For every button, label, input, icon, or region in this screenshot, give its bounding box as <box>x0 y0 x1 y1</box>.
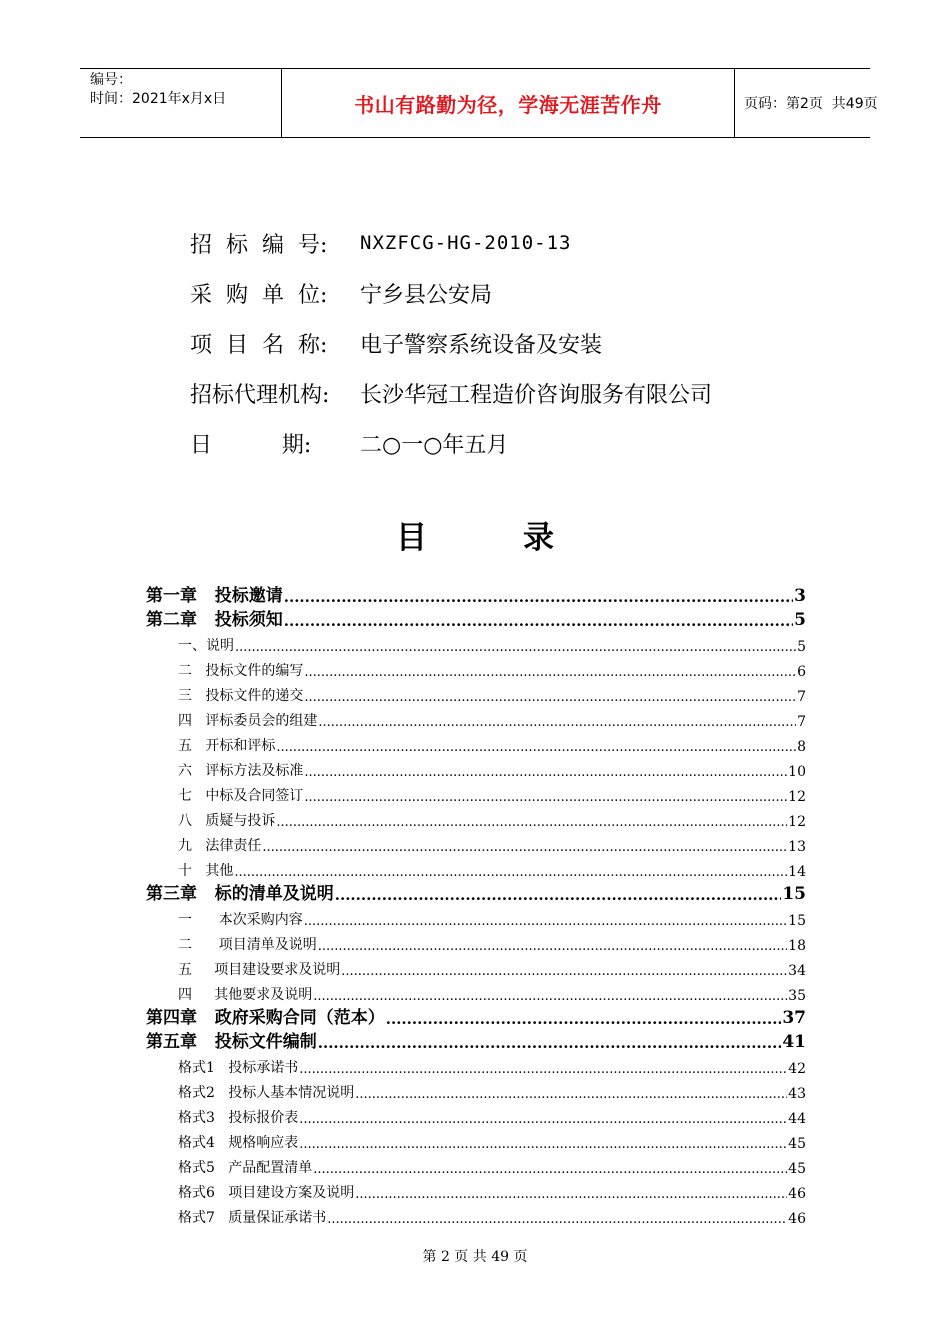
toc-page-number: 7 <box>797 714 806 730</box>
toc-section-link[interactable] <box>146 705 806 730</box>
toc-page-number: 34 <box>788 963 806 979</box>
toc-page-number: 41 <box>782 1032 806 1052</box>
toc-entry-title: 格式2 投标人基本情况说明 <box>178 1085 355 1101</box>
toc-dot-leader <box>299 1137 787 1152</box>
toc-dot-leader <box>355 1087 787 1102</box>
header-number-label: 编号： <box>90 72 132 88</box>
toc-entry-title: 格式1 投标承诺书 <box>178 1060 299 1076</box>
toc-chapter-link[interactable] <box>146 1028 806 1052</box>
cover-value: NXZFCG-HG-2010-13 <box>360 232 572 254</box>
toc-dot-leader <box>299 1112 787 1127</box>
toc-dot-leader <box>304 790 787 805</box>
cover-row-date <box>190 418 712 468</box>
toc-entry-title: 五 开标和评标 <box>178 738 276 754</box>
toc-page-number: 42 <box>788 1061 806 1077</box>
toc-section-link[interactable] <box>146 929 806 954</box>
toc-entry-title: 第一章 投标邀请 <box>146 586 283 606</box>
toc-page-number: 45 <box>788 1161 806 1177</box>
toc-entry-title: 三 投标文件的递交 <box>178 688 304 704</box>
cover-value: 电子警察系统设备及安装 <box>360 332 603 358</box>
toc-entry-title: 格式4 规格响应表 <box>178 1135 299 1151</box>
toc-dot-leader <box>318 939 787 954</box>
toc-section-link[interactable] <box>146 805 806 830</box>
page-header <box>80 68 878 138</box>
toc-chapter-link[interactable] <box>146 582 806 606</box>
toc-dot-leader <box>299 1062 787 1077</box>
toc-section-link[interactable] <box>146 1202 806 1227</box>
toc-dot-leader <box>341 964 787 979</box>
toc-page-number: 13 <box>788 839 806 855</box>
toc-section-link[interactable] <box>146 680 806 705</box>
toc-dot-leader <box>335 886 782 904</box>
toc-dot-leader <box>276 740 796 755</box>
toc-entry-title: 第三章 标的清单及说明 <box>146 884 334 904</box>
toc-page-number: 12 <box>788 814 806 830</box>
cover-value: 宁乡县公安局 <box>360 282 493 308</box>
toc-dot-leader <box>386 1010 782 1028</box>
toc-entry-title: 第四章 政府采购合同（范本） <box>146 1008 385 1028</box>
toc-entry-title: 十 其他 <box>178 863 234 879</box>
toc-page-number: 5 <box>797 639 806 655</box>
header-time-label: 时间：2021年x月x日 <box>90 91 227 107</box>
toc-dot-leader <box>355 1187 787 1202</box>
toc-dot-leader <box>318 1034 782 1052</box>
header-page-info <box>744 69 878 137</box>
toc-page-number: 6 <box>797 664 806 680</box>
cover-row-tender-number <box>190 218 712 268</box>
header-divider <box>734 69 735 137</box>
toc-dot-leader <box>327 1212 787 1227</box>
toc-entry-title: 六 评标方法及标准 <box>178 763 304 779</box>
toc-dot-leader <box>304 665 796 680</box>
toc-dot-leader <box>276 815 787 830</box>
toc-dot-leader <box>262 840 787 855</box>
toc-page-number: 46 <box>788 1211 806 1227</box>
toc-entry-title: 格式6 项目建设方案及说明 <box>178 1185 355 1201</box>
cover-row-agency <box>190 368 712 418</box>
toc-page-number: 18 <box>788 938 806 954</box>
cover-label: 采 购 单 位: <box>190 282 328 308</box>
toc-page-number: 44 <box>788 1111 806 1127</box>
toc-dot-leader <box>284 612 793 630</box>
toc-entry-title: 四 评标委员会的组建 <box>178 713 318 729</box>
toc-page-number: 45 <box>788 1136 806 1152</box>
toc-page-number: 43 <box>788 1086 806 1102</box>
toc-title-right: 录 <box>523 520 554 556</box>
toc-entry-title: 格式5 产品配置清单 <box>178 1160 313 1176</box>
toc-page-number: 15 <box>788 913 806 929</box>
toc-page-number: 8 <box>797 739 806 755</box>
toc-dot-leader <box>304 914 787 929</box>
toc-section-link[interactable] <box>146 1127 806 1152</box>
header-meta <box>80 69 280 137</box>
toc-page-number: 46 <box>788 1186 806 1202</box>
cover-label: 日 期: <box>190 432 312 458</box>
cover-label: 项 目 名 称: <box>190 332 328 358</box>
toc-page-number: 12 <box>788 789 806 805</box>
toc-entry-title: 九 法律责任 <box>178 838 262 854</box>
toc-chapter-link[interactable] <box>146 880 806 904</box>
toc-section-link[interactable] <box>146 1052 806 1077</box>
cover-info <box>190 218 712 468</box>
toc-dot-leader <box>313 989 787 1004</box>
toc-section-link[interactable] <box>146 904 806 929</box>
toc-entry-title: 一、说明 <box>178 638 234 654</box>
toc-entry-title: 一 本次采购内容 <box>178 912 303 928</box>
cover-row-purchaser <box>190 268 712 318</box>
toc-page-number: 3 <box>794 586 806 606</box>
toc-section-link[interactable] <box>146 780 806 805</box>
header-motto: 书山有路勤为径，学海无涯苦作舟 <box>354 92 662 117</box>
toc-section-link[interactable] <box>146 855 806 880</box>
cover-value: 二○一○年五月 <box>360 432 509 458</box>
toc-entry-title: 四 其他要求及说明 <box>178 987 313 1003</box>
table-of-contents <box>146 582 806 1227</box>
toc-section-link[interactable] <box>146 1102 806 1127</box>
page-footer: 第 2 页 共 49 页 <box>422 1249 528 1265</box>
toc-entry-title: 第二章 投标须知 <box>146 610 283 630</box>
toc-dot-leader <box>304 765 787 780</box>
toc-chapter-link[interactable] <box>146 606 806 630</box>
toc-section-link[interactable] <box>146 1177 806 1202</box>
toc-entry-title: 七 中标及合同签订 <box>178 788 304 804</box>
toc-page-number: 37 <box>782 1008 806 1028</box>
toc-section-link[interactable] <box>146 655 806 680</box>
toc-dot-leader <box>235 640 796 655</box>
toc-entry-title: 二 项目清单及说明 <box>178 937 317 953</box>
toc-section-link[interactable] <box>146 979 806 1004</box>
toc-section-link[interactable] <box>146 755 806 780</box>
toc-entry-title: 第五章 投标文件编制 <box>146 1032 317 1052</box>
toc-dot-leader <box>304 690 796 705</box>
toc-section-link[interactable] <box>146 730 806 755</box>
toc-section-link[interactable] <box>146 1152 806 1177</box>
toc-section-link[interactable] <box>146 830 806 855</box>
cover-row-project-name <box>190 318 712 368</box>
toc-page-number: 14 <box>788 864 806 880</box>
toc-entry-title: 八 质疑与投诉 <box>178 813 276 829</box>
toc-dot-leader <box>313 1162 787 1177</box>
toc-section-link[interactable] <box>146 630 806 655</box>
toc-page-number: 10 <box>788 764 806 780</box>
toc-dot-leader <box>318 715 796 730</box>
toc-entry-title: 二 投标文件的编写 <box>178 663 304 679</box>
toc-page-number: 35 <box>788 988 806 1004</box>
toc-page-number: 5 <box>794 610 806 630</box>
toc-title <box>0 512 950 557</box>
toc-dot-leader <box>234 865 787 880</box>
toc-title-left: 目 <box>396 520 427 556</box>
toc-chapter-link[interactable] <box>146 1004 806 1028</box>
header-page-info-text: 页码：第2页 共49页 <box>744 96 878 112</box>
toc-entry-title: 五 项目建设要求及说明 <box>178 962 341 978</box>
toc-entry-title: 格式7 质量保证承诺书 <box>178 1210 327 1226</box>
toc-page-number: 7 <box>797 689 806 705</box>
toc-entry-title: 格式3 投标报价表 <box>178 1110 299 1126</box>
cover-label: 招标代理机构: <box>190 382 330 408</box>
toc-dot-leader <box>284 588 793 606</box>
toc-page-number: 15 <box>782 884 806 904</box>
toc-section-link[interactable] <box>146 1077 806 1102</box>
toc-section-link[interactable] <box>146 954 806 979</box>
cover-label: 招 标 编 号: <box>190 232 328 258</box>
cover-value: 长沙华冠工程造价咨询服务有限公司 <box>360 382 713 408</box>
